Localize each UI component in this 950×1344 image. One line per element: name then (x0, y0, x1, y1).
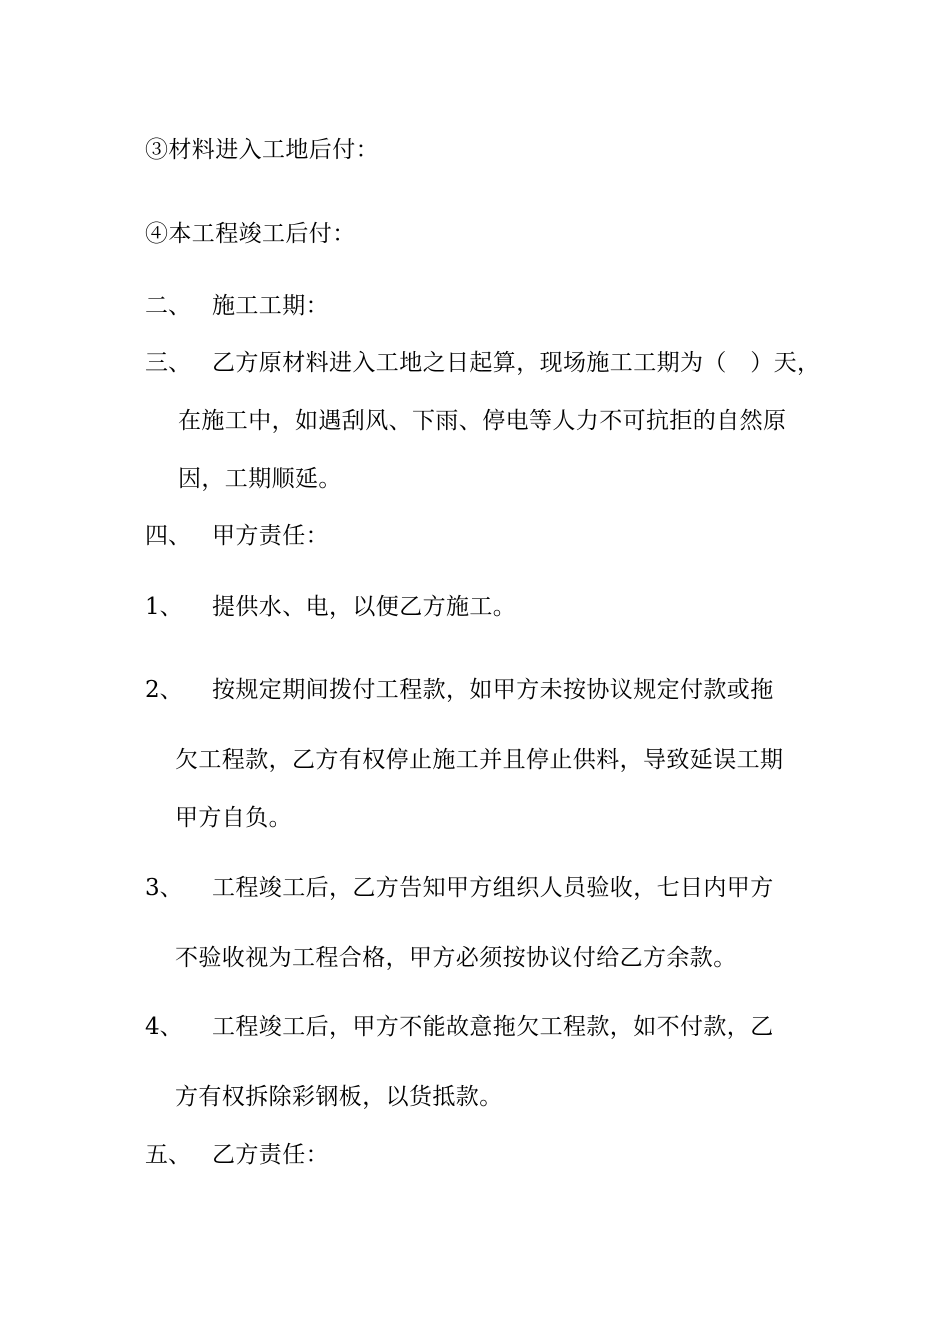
item-2-line-1: 按规定期间拨付工程款，如甲方未按协议规定付款或拖 (212, 677, 774, 703)
section-2-number: 二、 (145, 293, 191, 319)
item-3-line-2: 不验收视为工程合格，甲方必须按协议付给乙方余款。 (175, 945, 737, 971)
item-3-line-1: 工程竣工后，乙方告知甲方组织人员验收，七日内甲方 (212, 875, 774, 901)
section-4-heading: 甲方责任： (212, 523, 329, 549)
item-4-line-1: 工程竣工后，甲方不能故意拖欠工程款，如不付款，乙 (212, 1014, 774, 1040)
item-2-line-3: 甲方自负。 (175, 805, 292, 831)
section-3-line-2: 在施工中，如遇刮风、下雨、停电等人力不可抗拒的自然原 (178, 408, 787, 434)
payment-item-3: ③材料进入工地后付： (145, 137, 379, 163)
item-2-number: 2、 (145, 677, 183, 703)
section-3-line-3: 因，工期顺延。 (178, 466, 342, 492)
item-3-number: 3、 (145, 875, 183, 901)
item-4-number: 4、 (145, 1014, 183, 1040)
section-5-number: 五、 (145, 1142, 191, 1168)
item-2-line-2: 欠工程款，乙方有权停止施工并且停止供料，导致延误工期 (175, 747, 784, 773)
section-3-line-1: 乙方原材料进入工地之日起算，现场施工工期为（ ）天， (212, 350, 821, 376)
section-2-heading: 施工工期： (212, 293, 329, 319)
item-1-line-1: 提供水、电，以便乙方施工。 (212, 594, 517, 620)
section-4-number: 四、 (145, 523, 191, 549)
item-1-number: 1、 (145, 594, 183, 620)
section-5-heading: 乙方责任： (212, 1142, 329, 1168)
payment-item-4: ④本工程竣工后付： (145, 221, 356, 247)
item-4-line-2: 方有权拆除彩钢板，以货抵款。 (175, 1084, 503, 1110)
section-3-number: 三、 (145, 350, 191, 376)
